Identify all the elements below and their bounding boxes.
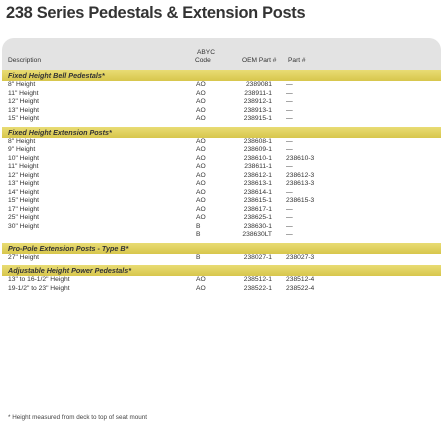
row-abyc-code: AO	[196, 171, 206, 179]
row-oem-part: 238612-1	[243, 171, 272, 179]
row-oem-part: 238911-1	[244, 89, 272, 97]
row-description: 15" Height	[8, 115, 40, 122]
row-part: —	[286, 231, 293, 238]
row-abyc-code: B	[196, 222, 201, 230]
row-abyc-code: AO	[196, 214, 206, 221]
row-part: —	[286, 222, 293, 230]
row-oem-part: 238611-1	[244, 163, 272, 170]
row-description: 11" Height	[8, 89, 39, 97]
row-description: 15" Height	[8, 197, 40, 204]
row-description: 30" Height	[8, 222, 40, 230]
row-oem-part: 238630LT	[242, 231, 272, 238]
row-abyc-code: AO	[196, 180, 206, 187]
table-row	[2, 90, 441, 99]
row-part: —	[286, 163, 293, 170]
row-oem-part: 238615-1	[243, 197, 272, 204]
table-row	[2, 276, 441, 285]
table-row	[2, 138, 441, 147]
row-oem-part: 238912-1	[243, 98, 272, 105]
row-description: 13" to 16-1/2" Height	[8, 276, 70, 283]
row-abyc-code: AO	[196, 284, 206, 292]
row-description: 11" Height	[8, 163, 39, 170]
row-part: —	[286, 188, 293, 196]
row-description: 19-1/2" to 23" Height	[8, 284, 70, 292]
table-row	[2, 285, 441, 294]
section-header: Fixed Height Extension Posts*	[2, 127, 441, 138]
row-oem-part: 238617-1	[243, 205, 272, 213]
table-row	[2, 189, 441, 198]
row-part: —	[286, 205, 293, 213]
row-oem-part: 238027-1	[243, 253, 272, 261]
header-oem-part: OEM Part #	[242, 56, 277, 64]
row-abyc-code: B	[196, 253, 201, 261]
table-row	[2, 197, 441, 206]
header-description: Description	[8, 57, 41, 64]
row-description: 17" Height	[8, 205, 40, 213]
table-header	[2, 38, 441, 70]
row-description: 8" Height	[8, 137, 36, 145]
row-abyc-code: AO	[196, 276, 206, 283]
table-row	[2, 98, 441, 107]
row-part: 238612-3	[286, 171, 315, 179]
table-row	[2, 172, 441, 181]
row-part: 238610-3	[286, 154, 315, 162]
table-row	[2, 146, 441, 155]
row-abyc-code: AO	[196, 106, 206, 114]
table-row	[2, 214, 441, 223]
table-body	[2, 70, 441, 293]
row-part: 238027-3	[286, 253, 315, 261]
table-row	[2, 155, 441, 164]
row-oem-part: 238625-1	[243, 214, 272, 221]
footnote: * Height measured from deck to top of seat mount	[8, 414, 147, 421]
header-abyc: ABYC	[197, 49, 215, 56]
row-abyc-code: AO	[196, 197, 206, 204]
table-row	[2, 223, 441, 232]
row-abyc-code: AO	[196, 89, 206, 97]
section-header: Fixed Height Bell Pedestals*	[2, 70, 441, 81]
table-row	[2, 163, 441, 172]
row-description: 8" Height	[8, 81, 36, 88]
row-part: —	[286, 106, 293, 114]
row-oem-part: 238512-1	[227, 276, 272, 285]
table-row	[2, 81, 441, 90]
row-abyc-code: AO	[196, 188, 206, 196]
table-row	[2, 107, 441, 116]
table-row	[2, 180, 441, 189]
row-abyc-code: AO	[196, 115, 206, 122]
row-oem-part: 238610-1	[243, 154, 272, 162]
row-description: 13" Height	[8, 180, 40, 187]
row-part: —	[286, 214, 293, 221]
row-oem-part: 238609-1	[243, 146, 272, 153]
row-abyc-code: AO	[196, 98, 206, 105]
row-oem-part: 238913-1	[243, 106, 272, 114]
row-abyc-code: AO	[196, 81, 206, 88]
row-abyc-code: AO	[196, 163, 206, 170]
row-abyc-code: AO	[196, 154, 206, 162]
row-part: —	[286, 137, 293, 145]
row-abyc-code: AO	[196, 137, 206, 145]
row-part: —	[286, 81, 293, 88]
row-abyc-code: AO	[196, 146, 206, 153]
row-oem-part: 238522-1	[243, 284, 272, 292]
header-code: Code	[195, 56, 211, 64]
row-oem-part: 238915-1	[243, 115, 272, 122]
row-part: —	[286, 146, 293, 153]
row-oem-part: 238630-1	[243, 222, 272, 230]
row-description: 12" Height	[8, 171, 40, 179]
table-row	[2, 254, 441, 263]
header-part: Part #	[288, 56, 306, 64]
row-part: 238613-3	[286, 180, 315, 187]
row-description: 10" Height	[8, 154, 40, 162]
row-part: 238615-3	[286, 197, 315, 204]
row-description: 25" Height	[8, 214, 40, 221]
row-part: —	[286, 115, 293, 122]
parts-table	[2, 38, 441, 293]
table-row	[2, 115, 441, 124]
row-part: —	[286, 89, 293, 97]
page-title: 238 Series Pedestals & Extension Posts	[6, 4, 306, 22]
row-description: 13" Height	[8, 106, 40, 114]
row-part: 238522-4	[286, 284, 315, 292]
table-row	[2, 206, 441, 215]
row-oem-part: 238614-1	[243, 188, 272, 196]
section-header: Adjustable Height Power Pedestals*	[2, 265, 441, 276]
row-description: 27" Height	[8, 253, 40, 261]
section-header: Pro-Pole Extension Posts - Type B*	[2, 243, 441, 254]
row-description: 14" Height	[8, 188, 40, 196]
row-oem-part: 2389081	[245, 81, 272, 88]
row-oem-part: 238613-1	[243, 180, 272, 187]
table-row	[2, 231, 441, 240]
row-description: 9" Height	[8, 146, 36, 153]
row-oem-part: 238608-1	[243, 137, 272, 145]
row-abyc-code: AO	[196, 205, 206, 213]
row-description: 12" Height	[8, 98, 40, 105]
row-part: 238512-4	[286, 276, 315, 283]
row-part: —	[286, 98, 293, 105]
row-abyc-code: B	[196, 231, 201, 238]
